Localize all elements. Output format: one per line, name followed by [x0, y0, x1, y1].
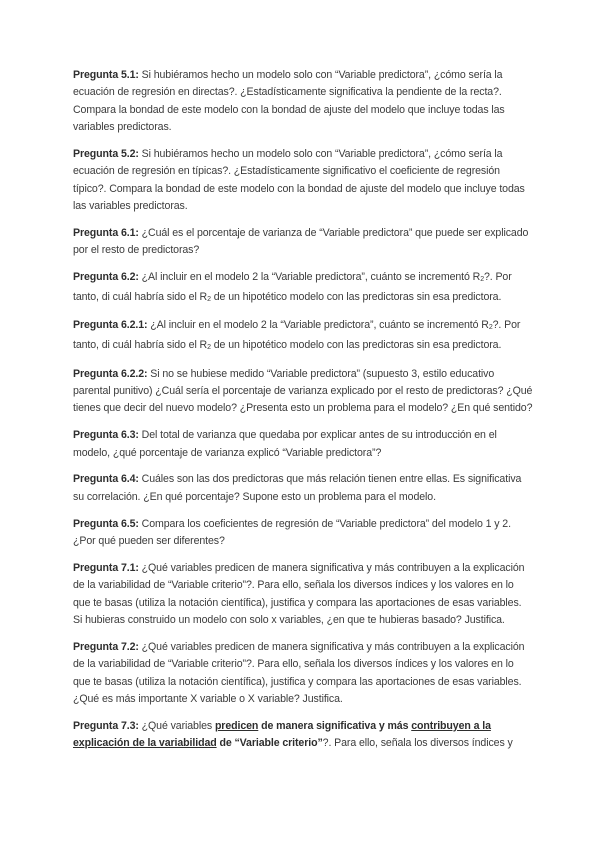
question-label: Pregunta 6.3: [73, 429, 139, 442]
question-label: Pregunta 7.1: [73, 561, 139, 574]
question-text: ¿Cuál es el porcentaje de varianza de “Variable predictora” que puede ser explicado por el resto de predictoras? [73, 227, 529, 257]
question-label: Pregunta 6.5: [73, 517, 139, 530]
question-7-2 [73, 639, 533, 709]
question-label: Pregunta 7.3: [73, 719, 139, 732]
emphasis: de manera significativa y más [258, 719, 412, 732]
question-label: Pregunta 6.2.2: [73, 367, 148, 380]
question-text: de un hipotético modelo con las predictoras sin esa predictora. [210, 338, 502, 351]
question-text: ?. Para ello, señala los diversos índices y [322, 737, 513, 750]
question-label: Pregunta 7.2: [73, 640, 139, 653]
question-6-4 [73, 471, 533, 506]
question-text: ¿Qué variables [138, 719, 215, 732]
question-text: ?. Por tanto, di cuál habría sido el R [73, 319, 521, 351]
question-label: Pregunta 5.2: [73, 148, 139, 161]
question-text: ?. Por tanto, di cuál habría sido el R [73, 271, 512, 303]
question-text: Cuáles son las dos predictoras que más relación tienen entre ellas. Es significativa su correlación. ¿En qué porcentaje? Supone esto un problema para el modelo. [73, 473, 522, 503]
question-text: de un hipotético modelo con las predictoras sin esa predictora. [210, 290, 502, 303]
emphasis: de “Variable criterio” [216, 737, 323, 750]
question-6-2 [73, 269, 533, 308]
question-6-5 [73, 516, 533, 551]
question-5-2 [73, 146, 533, 216]
question-6-2-1 [73, 317, 533, 356]
subscript: 2 [207, 295, 211, 303]
question-6-1 [73, 225, 533, 260]
question-text: Compara los coeficientes de regresión de “Variable predictora” del modelo 1 y 2. ¿Por qué pueden ser diferentes? [73, 517, 511, 548]
question-7-3 [73, 718, 533, 753]
question-text: Si hubiéramos hecho un modelo solo con “Variable predictora”, ¿cómo sería la ecuación de regresión en típicas?. ¿Estadísticamente significativo el coeficiente de regresión típico?. Compara la bondad de este modelo con la bondad de ajuste del modelo que incluye todas las variables predictoras. [73, 148, 525, 213]
question-6-3 [73, 427, 533, 462]
question-5-1 [73, 67, 533, 137]
question-6-2-2 [73, 366, 533, 418]
question-text: Si hubiéramos hecho un modelo solo con “Variable predictora”, ¿cómo sería la ecuación de regresión en directas?. ¿Estadísticamente significativa la pendiente de la recta?. Compara la bondad de este modelo con la bondad de ajuste del modelo que incluye todas las variables predictoras. [73, 69, 505, 134]
question-text: ¿Al incluir en el modelo 2 la “Variable predictora”, cuánto se incrementó R [147, 319, 489, 332]
subscript: 2 [480, 276, 484, 284]
question-label: Pregunta 6.2.1: [73, 319, 148, 332]
question-list [73, 67, 533, 762]
subscript: 2 [207, 343, 211, 351]
question-text: ¿Al incluir en el modelo 2 la “Variable predictora”, cuánto se incrementó R [138, 271, 481, 284]
question-label: Pregunta 5.1: [73, 69, 139, 81]
emphasis-underlined: contribuyen a la explicación de la variabilidad [73, 719, 491, 750]
question-text: Del total de varianza que quedaba por explicar antes de su introducción en el modelo, ¿qué porcentaje de varianza explicó “Variable predictora”? [73, 429, 497, 459]
question-text: ¿Qué variables predicen de manera significativa y más contribuyen a la explicación de la variabilidad de “Variable criterio”?. Para ello, señala los diversos índices y los valores en lo que te basas (utiliza la notación científica), justifica y compara las aportaciones de esas variables. ¿Qué es más importante X variable o X variable? Justifica. [73, 640, 525, 706]
question-label: Pregunta 6.4: [73, 473, 139, 486]
question-label: Pregunta 6.1: [73, 227, 139, 240]
question-text: Si no se hubiese medido “Variable predictora” (supuesto 3, estilo educativo parental punitivo) ¿Cuál sería el porcentaje de varianza explicado por el resto de predictoras? ¿Qué tienes que decir del nuevo modelo? ¿Presenta esto un problema para el modelo? ¿En qué sentido? [73, 367, 533, 415]
emphasis-underlined: predicen [214, 719, 259, 732]
question-text: ¿Qué variables predicen de manera significativa y más contribuyen a la explicación de la variabilidad de “Variable criterio”?. Para ello, señala los diversos índices y los valores en lo que te basas (utiliza la notación científica), justifica y compara las aportaciones de esas variables. Si hubieras construido un modelo con solo x variables, ¿en que te hubieras basado? Justifica. [73, 561, 525, 627]
question-7-1 [73, 560, 533, 630]
question-label: Pregunta 6.2: [73, 271, 139, 284]
subscript: 2 [488, 324, 493, 332]
